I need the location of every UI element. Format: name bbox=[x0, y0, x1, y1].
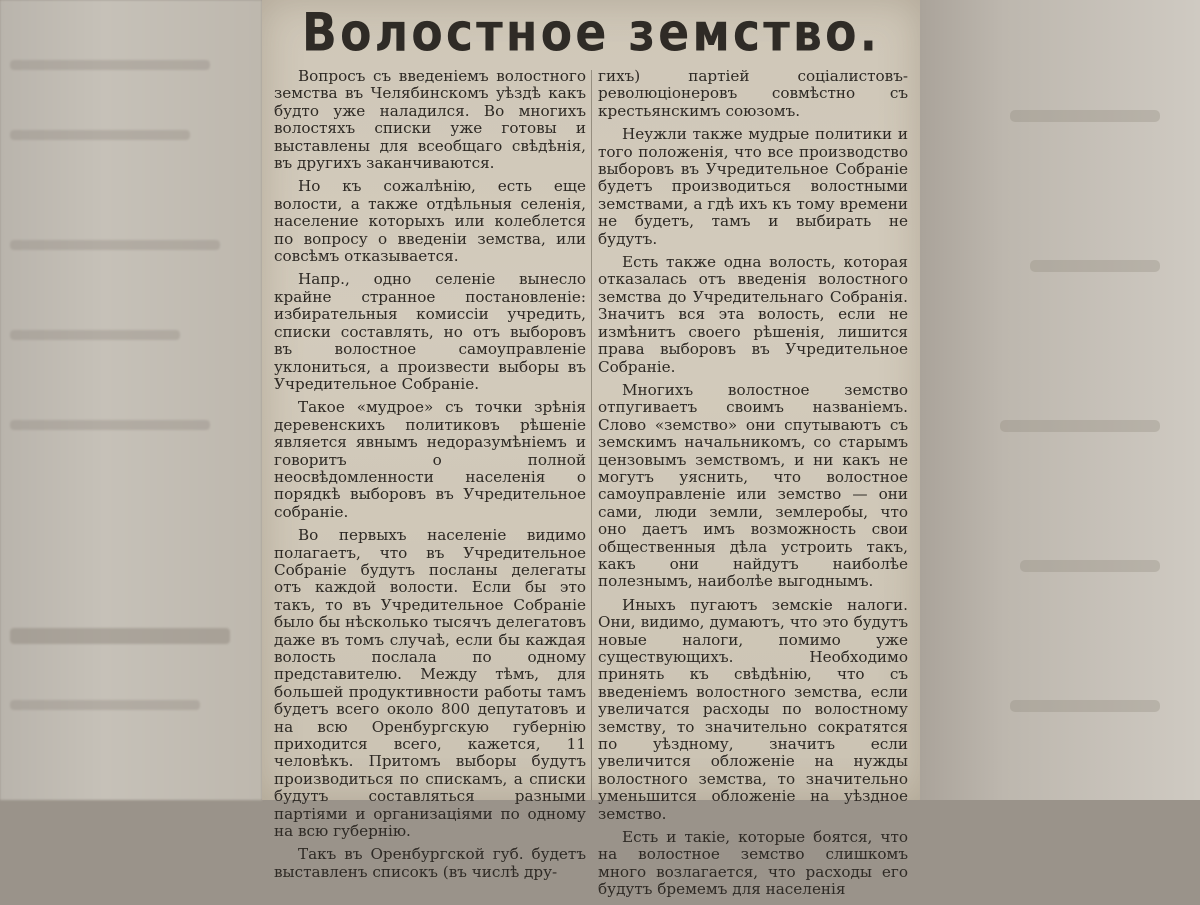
paragraph: Напр., одно селеніе вынесло крайне странное постановленіе: избирательныя комиссіи учредить, списки составлять, но отъ выборовъ въ волостное самоуправленіе уклониться, а произвести выборы въ Учредительное Собраніе. bbox=[274, 270, 586, 393]
paragraph: Неужли также мудрые политики и того положенія, что все производство выборовъ въ Учредительное Собраніе будетъ производиться волостными земствами, а гдѣ ихъ къ тому времени не будетъ, тамъ и выбирать не будутъ. bbox=[598, 125, 908, 248]
paragraph: Иныхъ пугаютъ земскіе налоги. Они, видимо, думаютъ, что это будутъ новые налоги, помимо уже существующихъ. Необходимо принять къ свѣдѣнію, что съ введеніемъ волостного земства, если увеличатся расходы по волостному земству, то значительно сократятся по уѣздному, значитъ если увеличится обложеніе на нужды волостного земства, то значительно уменьшится обложеніе на уѣздное земство. bbox=[598, 595, 908, 823]
paragraph: Есть также одна волость, которая отказалась отъ введенія волостного земства до Учредительнаго Собранія. Значитъ вся эта волость, если не измѣнитъ своего рѣшенія, лишится права выборовъ въ Учредительное Собраніе. bbox=[598, 253, 908, 376]
paragraph: Есть и такіе, которые боятся, что на волостное земство слишкомъ много возлагается, что расходы его будутъ бремемъ для населенія bbox=[598, 828, 908, 899]
paragraph: Вопросъ съ введеніемъ волостного земства въ Челябинскомъ уѣздѣ какъ будто уже наладился. Во многихъ волостяхъ списки уже готовы и выставлены для всеобщаго свѣдѣнія, въ другихъ заканчиваются. bbox=[274, 67, 586, 173]
paragraph: Такое «мудрое» съ точки зрѣнія деревенскихъ политиковъ рѣшеніе является явнымъ недоразумѣніемъ и говоритъ о полной неосвѣдомленности населенія о порядкѣ выборовъ въ Учредительное собраніе. bbox=[274, 398, 586, 521]
blurred-background-left bbox=[0, 0, 262, 800]
right-column bbox=[598, 68, 908, 905]
paragraph: Но къ сожалѣнію, есть еще волости, а также отдѣльныя селенія, население которыхъ или колеблется по вопросу о введеніи земства, или совсѣмъ отказывается. bbox=[274, 177, 586, 266]
newspaper-clipping bbox=[262, 0, 920, 899]
paragraph: Во первыхъ населеніе видимо полагаетъ, что въ Учредительное Собраніе будутъ посланы делегаты отъ каждой волости. Если бы это такъ, то въ Учредительное Собраніе было бы нѣсколько тысячъ делегатовъ даже въ томъ случаѣ, если бы каждая волость послала по одному представителю. Между тѣмъ, для большей продуктивности работы тамъ будетъ всего около 800 депутатовъ и на всю Оренбургскую губернію приходится всего, кажется, 11 человѣкъ. Притомъ выборы будутъ производиться по спискамъ, а списки будутъ составляться разными партіями и организаціями по одному на всю губернію. bbox=[274, 526, 586, 841]
paragraph: Многихъ волостное земство отпугиваетъ своимъ названіемъ. Слово «земство» они спутываютъ съ земскимъ начальникомъ, со старымъ цензовымъ земствомъ, и ни какъ не могутъ уяснить, что волостное самоуправленіе или земство — они сами, люди земли, землеробы, что оно даетъ имъ возможность свои общественныя дѣла устроить такъ, какъ они найдутъ наиболѣе полезнымъ, наиболѣе выгоднымъ. bbox=[598, 380, 908, 591]
paragraph: Такъ въ Оренбургской губ. будетъ выставленъ списокъ (въ числѣ дру- bbox=[274, 845, 586, 881]
column-divider bbox=[591, 70, 592, 800]
blurred-background-right bbox=[920, 0, 1200, 800]
article-title: Волостное земство. bbox=[301, 0, 881, 64]
paragraph-continuation: гихъ) партіей соціалистовъ-революціонеровъ совмѣстно съ крестьянскимъ союзомъ. bbox=[598, 67, 908, 120]
left-column bbox=[274, 68, 586, 887]
